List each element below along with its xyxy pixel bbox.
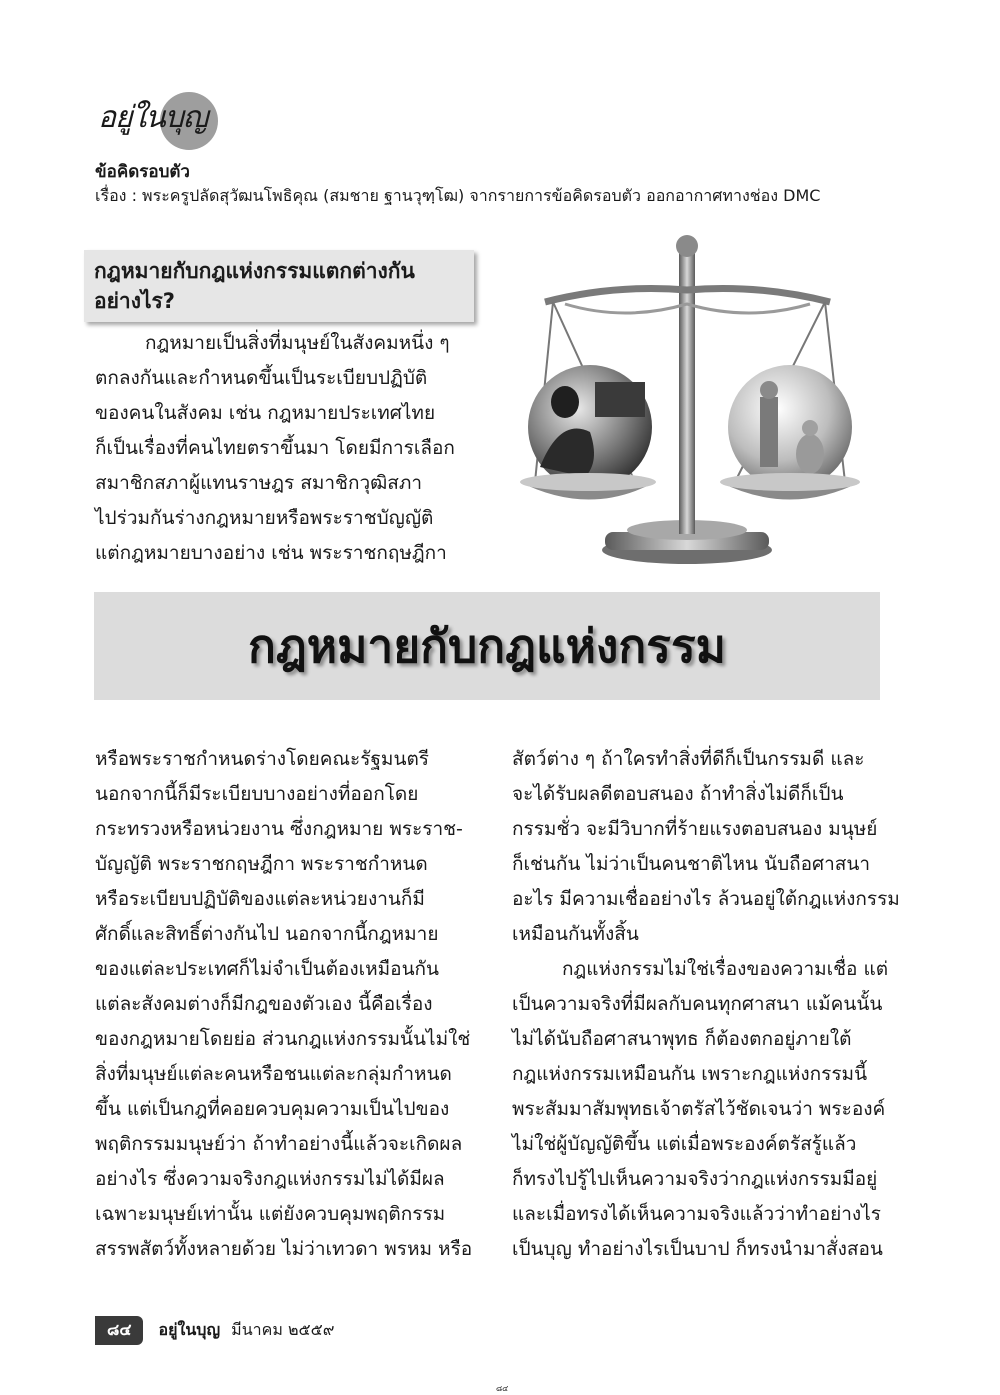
- column-name: ข้อคิดรอบตัว: [95, 162, 190, 182]
- text-line: ก็ทรงไปรู้ไปเห็นความจริงว่ากฎแห่งกรรมมีอยู่: [512, 1168, 878, 1190]
- text-line: จะได้รับผลดีตอบสนอง ถ้าทำสิ่งไม่ดีก็เป็น: [512, 783, 844, 805]
- article-subject: เรื่อง : พระครูปลัดสุวัฒนโพธิคุณ (สมชาย ฐานวุฑฺโฒ) จากรายการข้อคิดรอบตัว ออกอากาศทางช่อง DMC: [95, 186, 821, 205]
- text-line: เป็นบุญ ทำอย่างไรเป็นบาป ก็ทรงนำมาสั่งสอน: [512, 1238, 883, 1260]
- print-mark: ๘๔: [496, 1384, 509, 1393]
- text-line: กฎแห่งกรรมเหมือนกัน เพราะกฎแห่งกรรมนี้: [512, 1063, 868, 1085]
- intro-paragraph: [95, 326, 467, 571]
- text-line: เหมือนกันทั้งสิ้น: [512, 923, 639, 945]
- right-column: [512, 742, 900, 1267]
- text-line: กรรมชั่ว จะมีวิบากที่ร้ายแรงตอบสนอง มนุษย์: [512, 818, 878, 840]
- text-line: สรรพสัตว์ทั้งหลายด้วย ไม่ว่าเทวดา พรหม หรือ: [95, 1238, 473, 1260]
- title-banner: [94, 592, 880, 700]
- text-line: ไม่ใช่ผู้บัญญัติขึ้น แต่เมื่อพระองค์ตรัสรู้แล้ว: [512, 1133, 857, 1155]
- text-line: สิ่งที่มนุษย์แต่ละคนหรือชนแต่ละกลุ่มกำหนด: [95, 1063, 452, 1085]
- text-line: ศักดิ์และสิทธิ์ต่างกันไป นอกจากนี้กฎหมาย: [95, 923, 439, 945]
- text-line: ไปร่วมกันร่างกฎหมายหรือพระราชบัญญัติ: [95, 507, 434, 529]
- text-line: กฎแห่งกรรมไม่ใช่เรื่องของความเชื่อ แต่: [562, 958, 889, 980]
- question-box: [84, 250, 474, 322]
- question-line: กฎหมายกับกฎแห่งกรรมแตกต่างกัน: [94, 259, 415, 283]
- question-line: อย่างไร?: [94, 289, 175, 313]
- magazine-name: อยู่ในบุญ: [158, 1320, 221, 1339]
- left-column: [95, 742, 475, 1267]
- text-line: พระสัมมาสัมพุทธเจ้าตรัสไว้ชัดเจนว่า พระองค์: [512, 1098, 886, 1120]
- text-line: ก็เช่นกัน ไม่ว่าเป็นคนชาติไหน นับถือศาสนา: [512, 853, 871, 875]
- logo-text: อยู่ในบุญ: [98, 100, 208, 135]
- text-line: หรือพระราชกำหนดร่างโดยคณะรัฐมนตรี: [95, 748, 429, 770]
- text-line: อะไร มีความเชื่ออย่างไร ล้วนอยู่ใต้กฎแห่งกรรม: [512, 888, 900, 910]
- balance-scale-illustration: [505, 232, 890, 572]
- scale-icon: [505, 232, 890, 572]
- question-heading: [94, 256, 474, 316]
- text-line: ของกฎหมายโดยย่อ ส่วนกฎแห่งกรรมนั้นไม่ใช่: [95, 1028, 471, 1050]
- issue-date: มีนาคม ๒๕๕๙: [231, 1320, 335, 1339]
- column-logo: [98, 90, 228, 150]
- text-line: ไม่ได้นับถือศาสนาพุทธ ก็ต้องตกอยู่ภายใต้: [512, 1028, 852, 1050]
- article-title: กฎหมายกับกฎแห่งกรรม: [248, 619, 726, 673]
- page-footer: [95, 1316, 334, 1344]
- text-line: กระทรวงหรือหน่วยงาน ซึ่งกฎหมาย พระราช-: [95, 818, 463, 840]
- text-line: บัญญัติ พระราชกฤษฎีกา พระราชกำหนด: [95, 853, 428, 875]
- text-line: แต่ละสังคมต่างก็มีกฎของตัวเอง นี้คือเรื่อง: [95, 993, 433, 1015]
- text-line: แต่กฎหมายบางอย่าง เช่น พระราชกฤษฎีกา: [95, 542, 447, 564]
- text-line: สัตว์ต่าง ๆ ถ้าใครทำสิ่งที่ดีก็เป็นกรรมดี และ: [512, 748, 865, 770]
- text-line: ก็เป็นเรื่องที่คนไทยตราขึ้นมา โดยมีการเลือก: [95, 437, 455, 459]
- page-number: ๘๔: [95, 1316, 143, 1345]
- text-line: เป็นความจริงที่มีผลกับคนทุกศาสนา แม้คนนั้น: [512, 993, 883, 1015]
- text-line: พฤติกรรมมนุษย์ว่า ถ้าทำอย่างนี้แล้วจะเกิดผล: [95, 1133, 463, 1155]
- text-line: หรือระเบียบปฏิบัติของแต่ละหน่วยงานก็มี: [95, 888, 425, 910]
- text-line: ของแต่ละประเทศก็ไม่จำเป็นต้องเหมือนกัน: [95, 958, 440, 980]
- text-line: และเมื่อทรงได้เห็นความจริงแล้วว่าทำอย่างไร: [512, 1203, 881, 1225]
- text-line: เฉพาะมนุษย์เท่านั้น แต่ยังควบคุมพฤติกรรม: [95, 1203, 446, 1225]
- text-line: นอกจากนี้ก็มีระเบียบบางอย่างที่ออกโดย: [95, 783, 419, 805]
- text-line: สมาชิกสภาผู้แทนราษฎร สมาชิกวุฒิสภา: [95, 472, 423, 494]
- text-line: ขึ้น แต่เป็นกฎที่คอยควบคุมความเป็นไปของ: [95, 1098, 450, 1120]
- text-line: อย่างไร ซึ่งความจริงกฎแห่งกรรมไม่ได้มีผล: [95, 1168, 445, 1190]
- text-line: ของคนในสังคม เช่น กฎหมายประเทศไทย: [95, 402, 436, 424]
- text-line: กฎหมายเป็นสิ่งที่มนุษย์ในสังคมหนึ่ง ๆ: [145, 332, 450, 354]
- text-line: ตกลงกันและกำหนดขึ้นเป็นระเบียบปฏิบัติ: [95, 367, 428, 389]
